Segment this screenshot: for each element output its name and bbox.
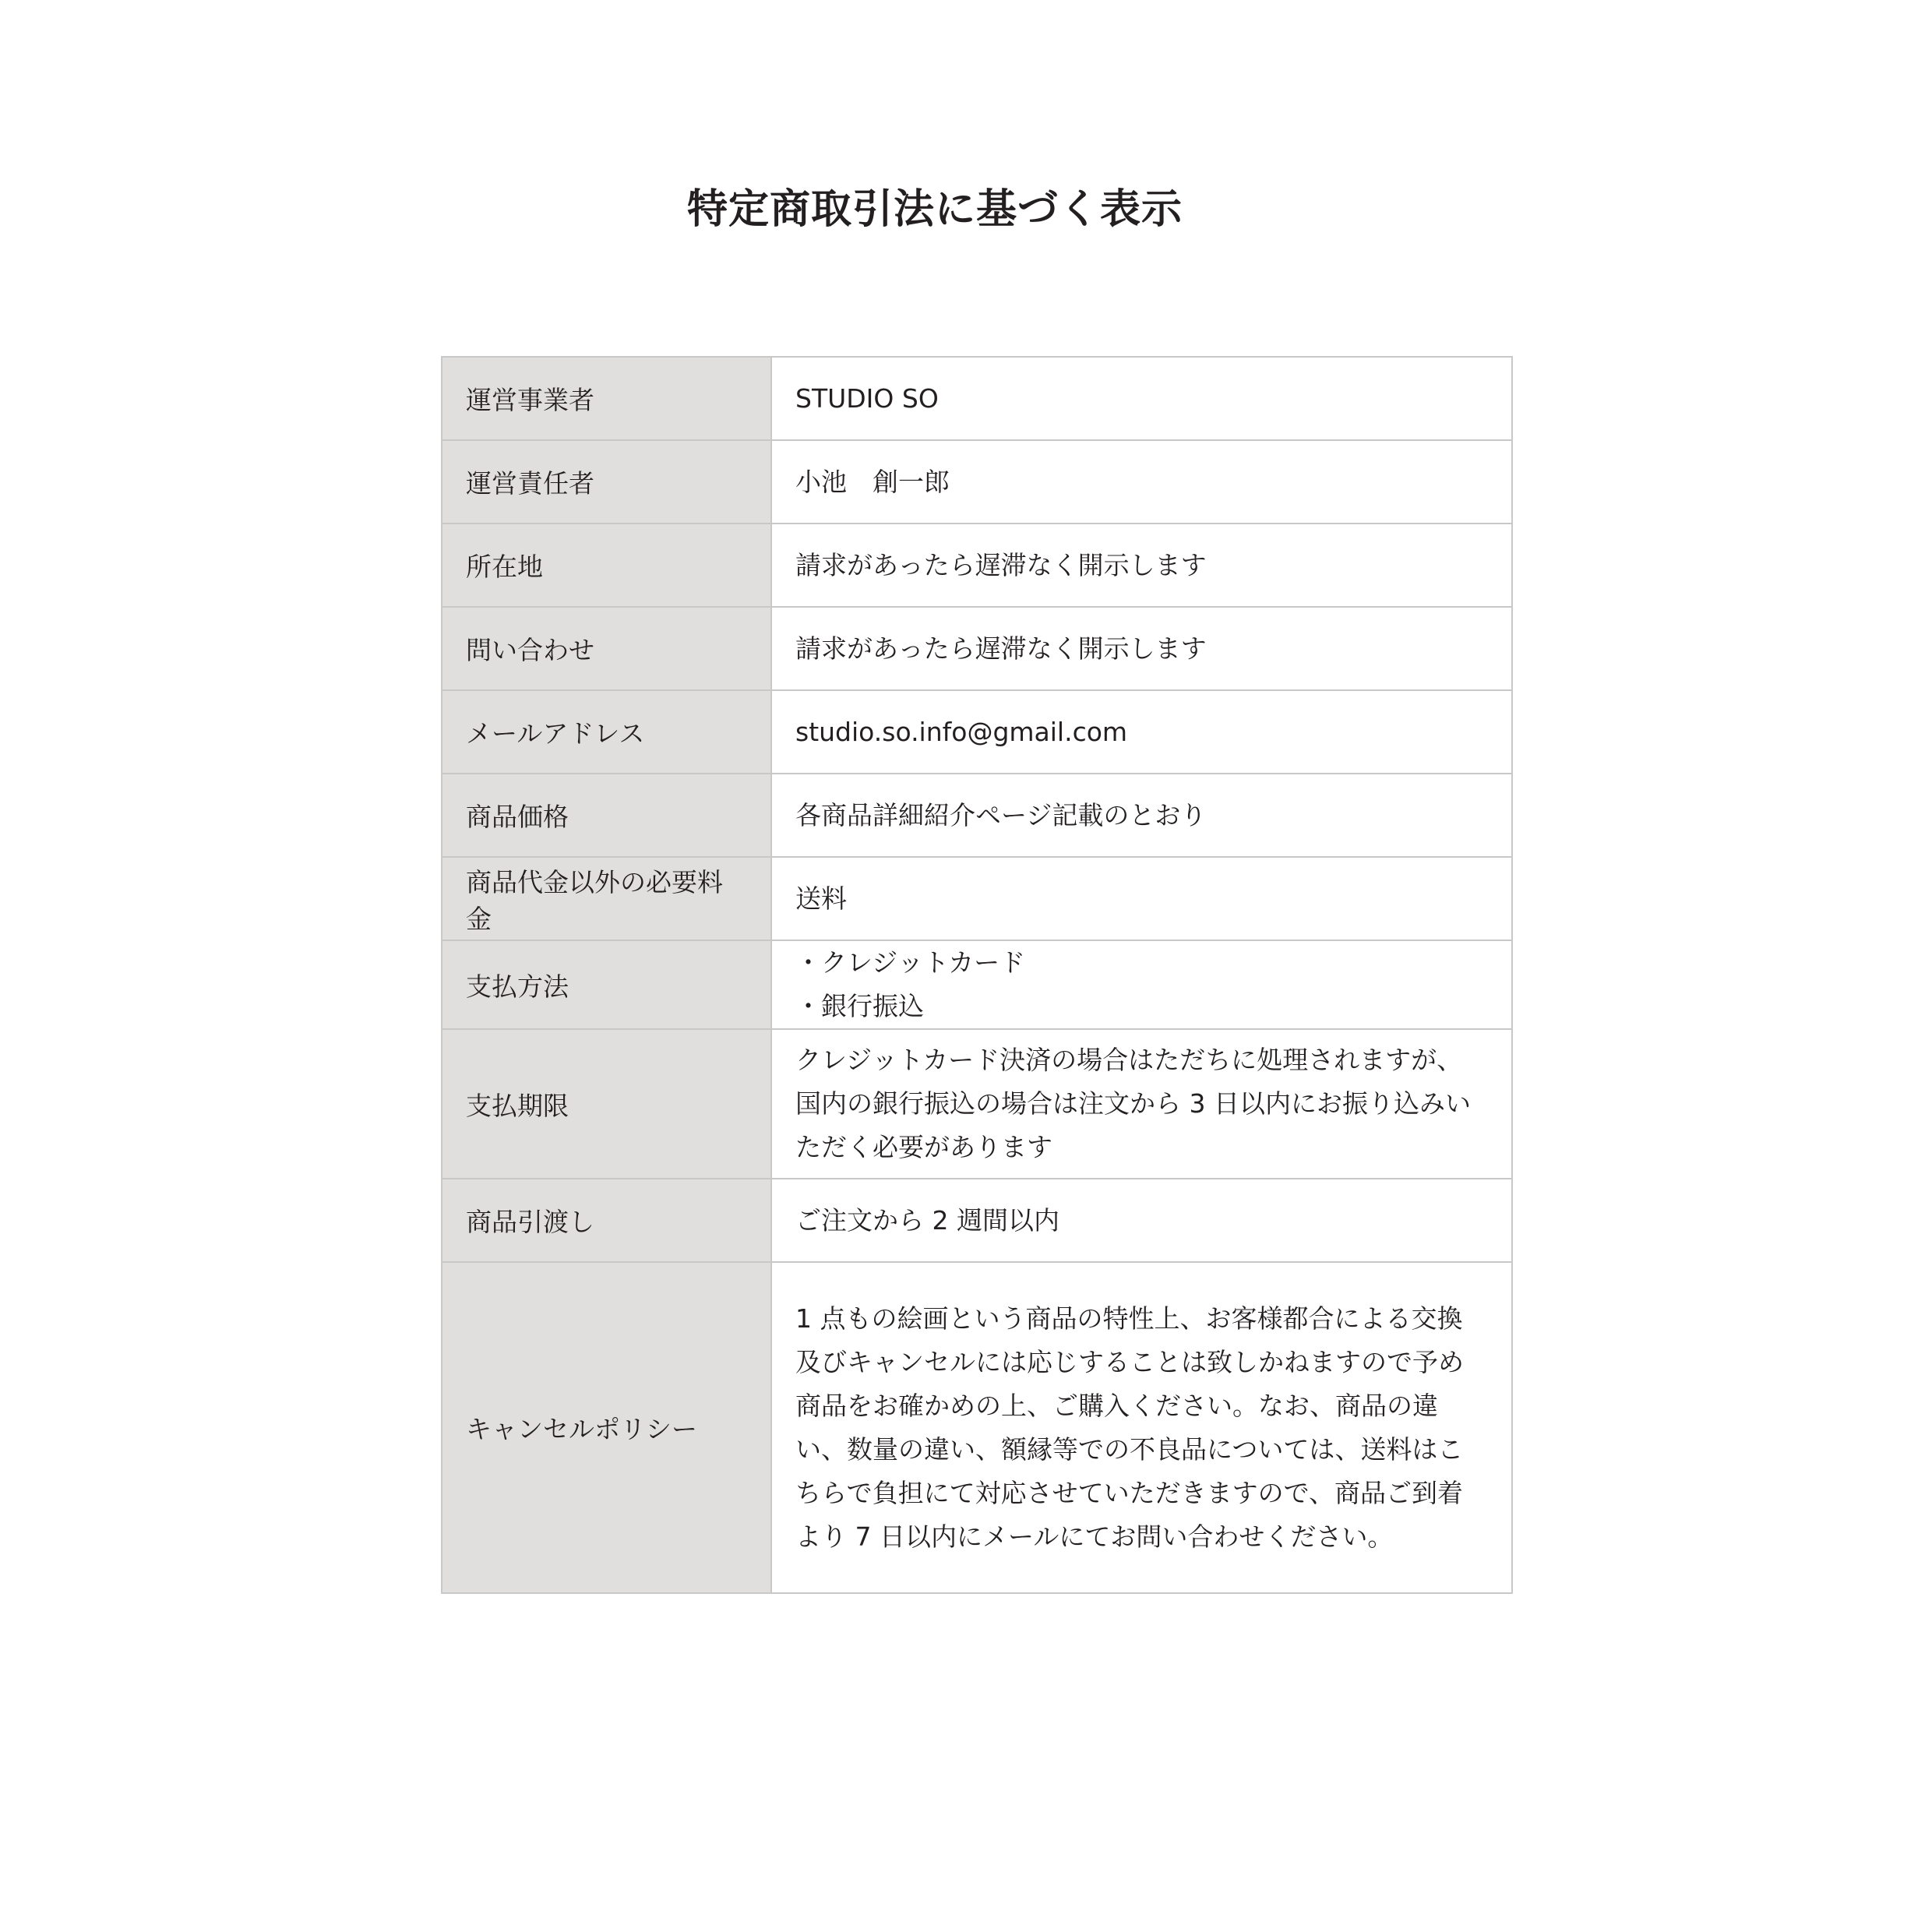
- row-label: 商品価格: [442, 774, 771, 857]
- row-value: ご注文から 2 週間以内: [771, 1179, 1512, 1262]
- page-title: 特定商取引法に基づく表示: [686, 185, 1183, 233]
- row-label: メールアドレス: [442, 690, 771, 774]
- row-label: 商品引渡し: [442, 1179, 771, 1262]
- payment-method-item: ・銀行振込: [795, 991, 924, 1021]
- row-value: 送料: [771, 857, 1512, 940]
- table-row-address: [442, 524, 1512, 607]
- row-value: 小池 創一郎: [771, 440, 1512, 524]
- table-row-operator: [442, 357, 1512, 440]
- row-value: STUDIO SO: [771, 357, 1512, 440]
- business-info-table: [441, 356, 1513, 1594]
- payment-method-item: ・クレジットカード: [795, 947, 1026, 978]
- row-label: 運営事業者: [442, 357, 771, 440]
- table-row-email: [442, 690, 1512, 774]
- table-row-price: [442, 774, 1512, 857]
- table-row-payment-methods: [442, 940, 1512, 1029]
- row-value: [771, 690, 1512, 774]
- row-label: 支払期限: [442, 1029, 771, 1179]
- row-label: 運営責任者: [442, 440, 771, 524]
- row-value: 各商品詳細紹介ページ記載のとおり: [771, 774, 1512, 857]
- row-value: 請求があったら遅滞なく開示します: [771, 607, 1512, 690]
- table-row-payment-deadline: [442, 1029, 1512, 1179]
- row-label: 商品代金以外の必要料金: [442, 857, 771, 940]
- row-value: 請求があったら遅滞なく開示します: [771, 524, 1512, 607]
- row-label: キャンセルポリシー: [442, 1262, 771, 1593]
- table-row-delivery: [442, 1179, 1512, 1262]
- row-value: クレジットカード決済の場合はただちに処理されますが、国内の銀行振込の場合は注文から 3 日以内にお振り込みいただく必要があります: [771, 1029, 1512, 1179]
- row-value: [771, 940, 1512, 1029]
- row-label: 支払方法: [442, 940, 771, 1029]
- row-label: 問い合わせ: [442, 607, 771, 690]
- table-row-manager: [442, 440, 1512, 524]
- row-value: 1 点もの絵画という商品の特性上、お客様都合による交換及びキャンセルには応じすることは致しかねますので予め商品をお確かめの上、ご購入ください。なお、商品の違い、数量の違い、額縁等での不良品については、送料はこちらで負担にて対応させていただきますので、商品ご到着より 7 日以内にメールにてお問い合わせください。: [771, 1262, 1512, 1593]
- table-row-extra-fees: [442, 857, 1512, 940]
- table-row-contact: [442, 607, 1512, 690]
- row-label: 所在地: [442, 524, 771, 607]
- email-address[interactable]: studio.so.info@gmail.com: [795, 716, 1128, 747]
- table-row-cancel-policy: [442, 1262, 1512, 1593]
